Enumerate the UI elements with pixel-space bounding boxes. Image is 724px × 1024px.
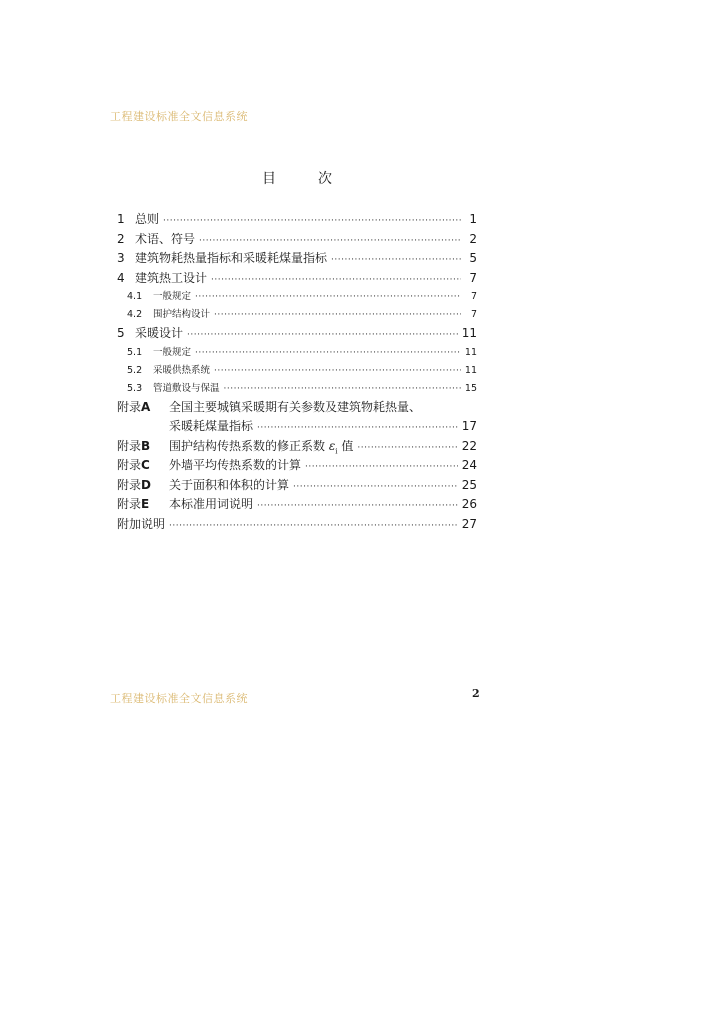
toc-entry-5-2 [117, 362, 477, 380]
leader-dots [293, 483, 458, 492]
appendix-label: 附录B [117, 438, 151, 453]
toc-number: 2 [117, 231, 125, 246]
toc-entry-5-1 [117, 344, 477, 362]
leader-dots [331, 256, 461, 265]
watermark-bottom: 工程建设标准全文信息系统 [110, 692, 248, 705]
toc-page: 11 [464, 364, 477, 376]
toc-title: 管道敷设与保温 [153, 382, 220, 394]
toc-number: 5 [117, 326, 125, 340]
toc-heading-left: 目 [262, 171, 276, 187]
toc-page: 2 [469, 231, 477, 246]
toc-number: 4.1 [127, 291, 143, 302]
appendix-label: 附录E [117, 497, 150, 511]
toc-title: 总则 [135, 212, 160, 226]
leader-dots [305, 463, 458, 472]
toc-appendix-a-continued [117, 417, 477, 437]
leader-dots [257, 502, 458, 511]
toc-number: 1 [117, 212, 125, 226]
appendix-label: 附录D [117, 477, 151, 492]
toc-heading-right: 次 [318, 171, 332, 187]
toc-page: 25 [461, 477, 477, 492]
appendix-label: 附录A [117, 399, 151, 414]
toc-title: 关于面积和体积的计算 [169, 477, 290, 492]
toc-page: 7 [470, 291, 477, 302]
toc-entry-5 [117, 324, 477, 344]
toc-title: 采暖设计 [135, 326, 184, 340]
toc-title: 建筑热工设计 [135, 270, 208, 285]
toc-entry-4-1 [117, 288, 477, 306]
leader-dots [214, 367, 461, 376]
page-number: 2 [472, 687, 480, 700]
toc-page: 17 [461, 419, 477, 433]
toc-title: 本标准用词说明 [169, 497, 254, 511]
leader-dots [195, 293, 461, 302]
toc-appendix-b [117, 437, 477, 457]
leader-dots [199, 237, 461, 246]
leader-dots [195, 349, 461, 358]
toc-entry-5-3 [117, 380, 477, 398]
leader-dots [211, 276, 461, 285]
toc-number: 5.1 [127, 346, 143, 358]
watermark-top: 工程建设标准全文信息系统 [110, 110, 248, 123]
toc-page: 24 [461, 458, 477, 472]
leader-dots [224, 385, 461, 394]
toc-page: 7 [469, 270, 477, 285]
table-of-contents [117, 210, 477, 534]
toc-number: 4 [117, 270, 125, 285]
toc-appendix-a [117, 398, 477, 418]
toc-title: 附加说明 [117, 516, 166, 531]
toc-page: 11 [464, 346, 477, 358]
toc-number: 4.2 [127, 309, 143, 320]
leader-dots [163, 217, 461, 226]
toc-appendix-d [117, 476, 477, 496]
leader-dots [187, 331, 458, 340]
toc-title: 采暖供热系统 [153, 364, 211, 376]
toc-page: 27 [461, 516, 477, 531]
toc-entry-4 [117, 269, 477, 289]
toc-page: 1 [469, 212, 477, 226]
toc-title: 全国主要城镇采暖期有关参数及建筑物耗热量、 [169, 399, 422, 414]
appendix-label: 附录C [117, 458, 150, 472]
toc-number: 5.2 [127, 364, 143, 376]
toc-entry-3 [117, 249, 477, 269]
toc-page: 5 [469, 251, 477, 265]
toc-title: 外墙平均传热系数的计算 [169, 458, 302, 472]
toc-title: 一般规定 [153, 346, 192, 358]
toc-entry-4-2 [117, 306, 477, 324]
toc-appendix-c [117, 456, 477, 476]
toc-title: 围护结构设计 [153, 309, 211, 320]
toc-additional-notes [117, 515, 477, 535]
toc-number: 5.3 [127, 382, 143, 394]
leader-dots [257, 424, 458, 433]
toc-appendix-e [117, 495, 477, 515]
toc-page: 15 [464, 382, 477, 394]
toc-page: 7 [470, 309, 477, 320]
leader-dots [169, 522, 458, 531]
toc-entry-1 [117, 210, 477, 230]
toc-title: 建筑物耗热量指标和采暖耗煤量指标 [135, 251, 328, 265]
toc-page: 11 [461, 326, 477, 340]
toc-page: 22 [461, 438, 477, 453]
toc-title: 围护结构传热系数的修正系数 $\varepsilon_i$ 值 [169, 438, 354, 455]
toc-title: 术语、符号 [135, 231, 196, 246]
toc-number: 3 [117, 251, 125, 265]
toc-page: 26 [461, 497, 477, 511]
toc-heading [262, 168, 332, 188]
leader-dots [357, 444, 457, 453]
toc-title: 一般规定 [153, 291, 192, 302]
leader-dots [214, 311, 461, 320]
toc-entry-2 [117, 230, 477, 250]
toc-title: 采暖耗煤量指标 [169, 419, 254, 433]
